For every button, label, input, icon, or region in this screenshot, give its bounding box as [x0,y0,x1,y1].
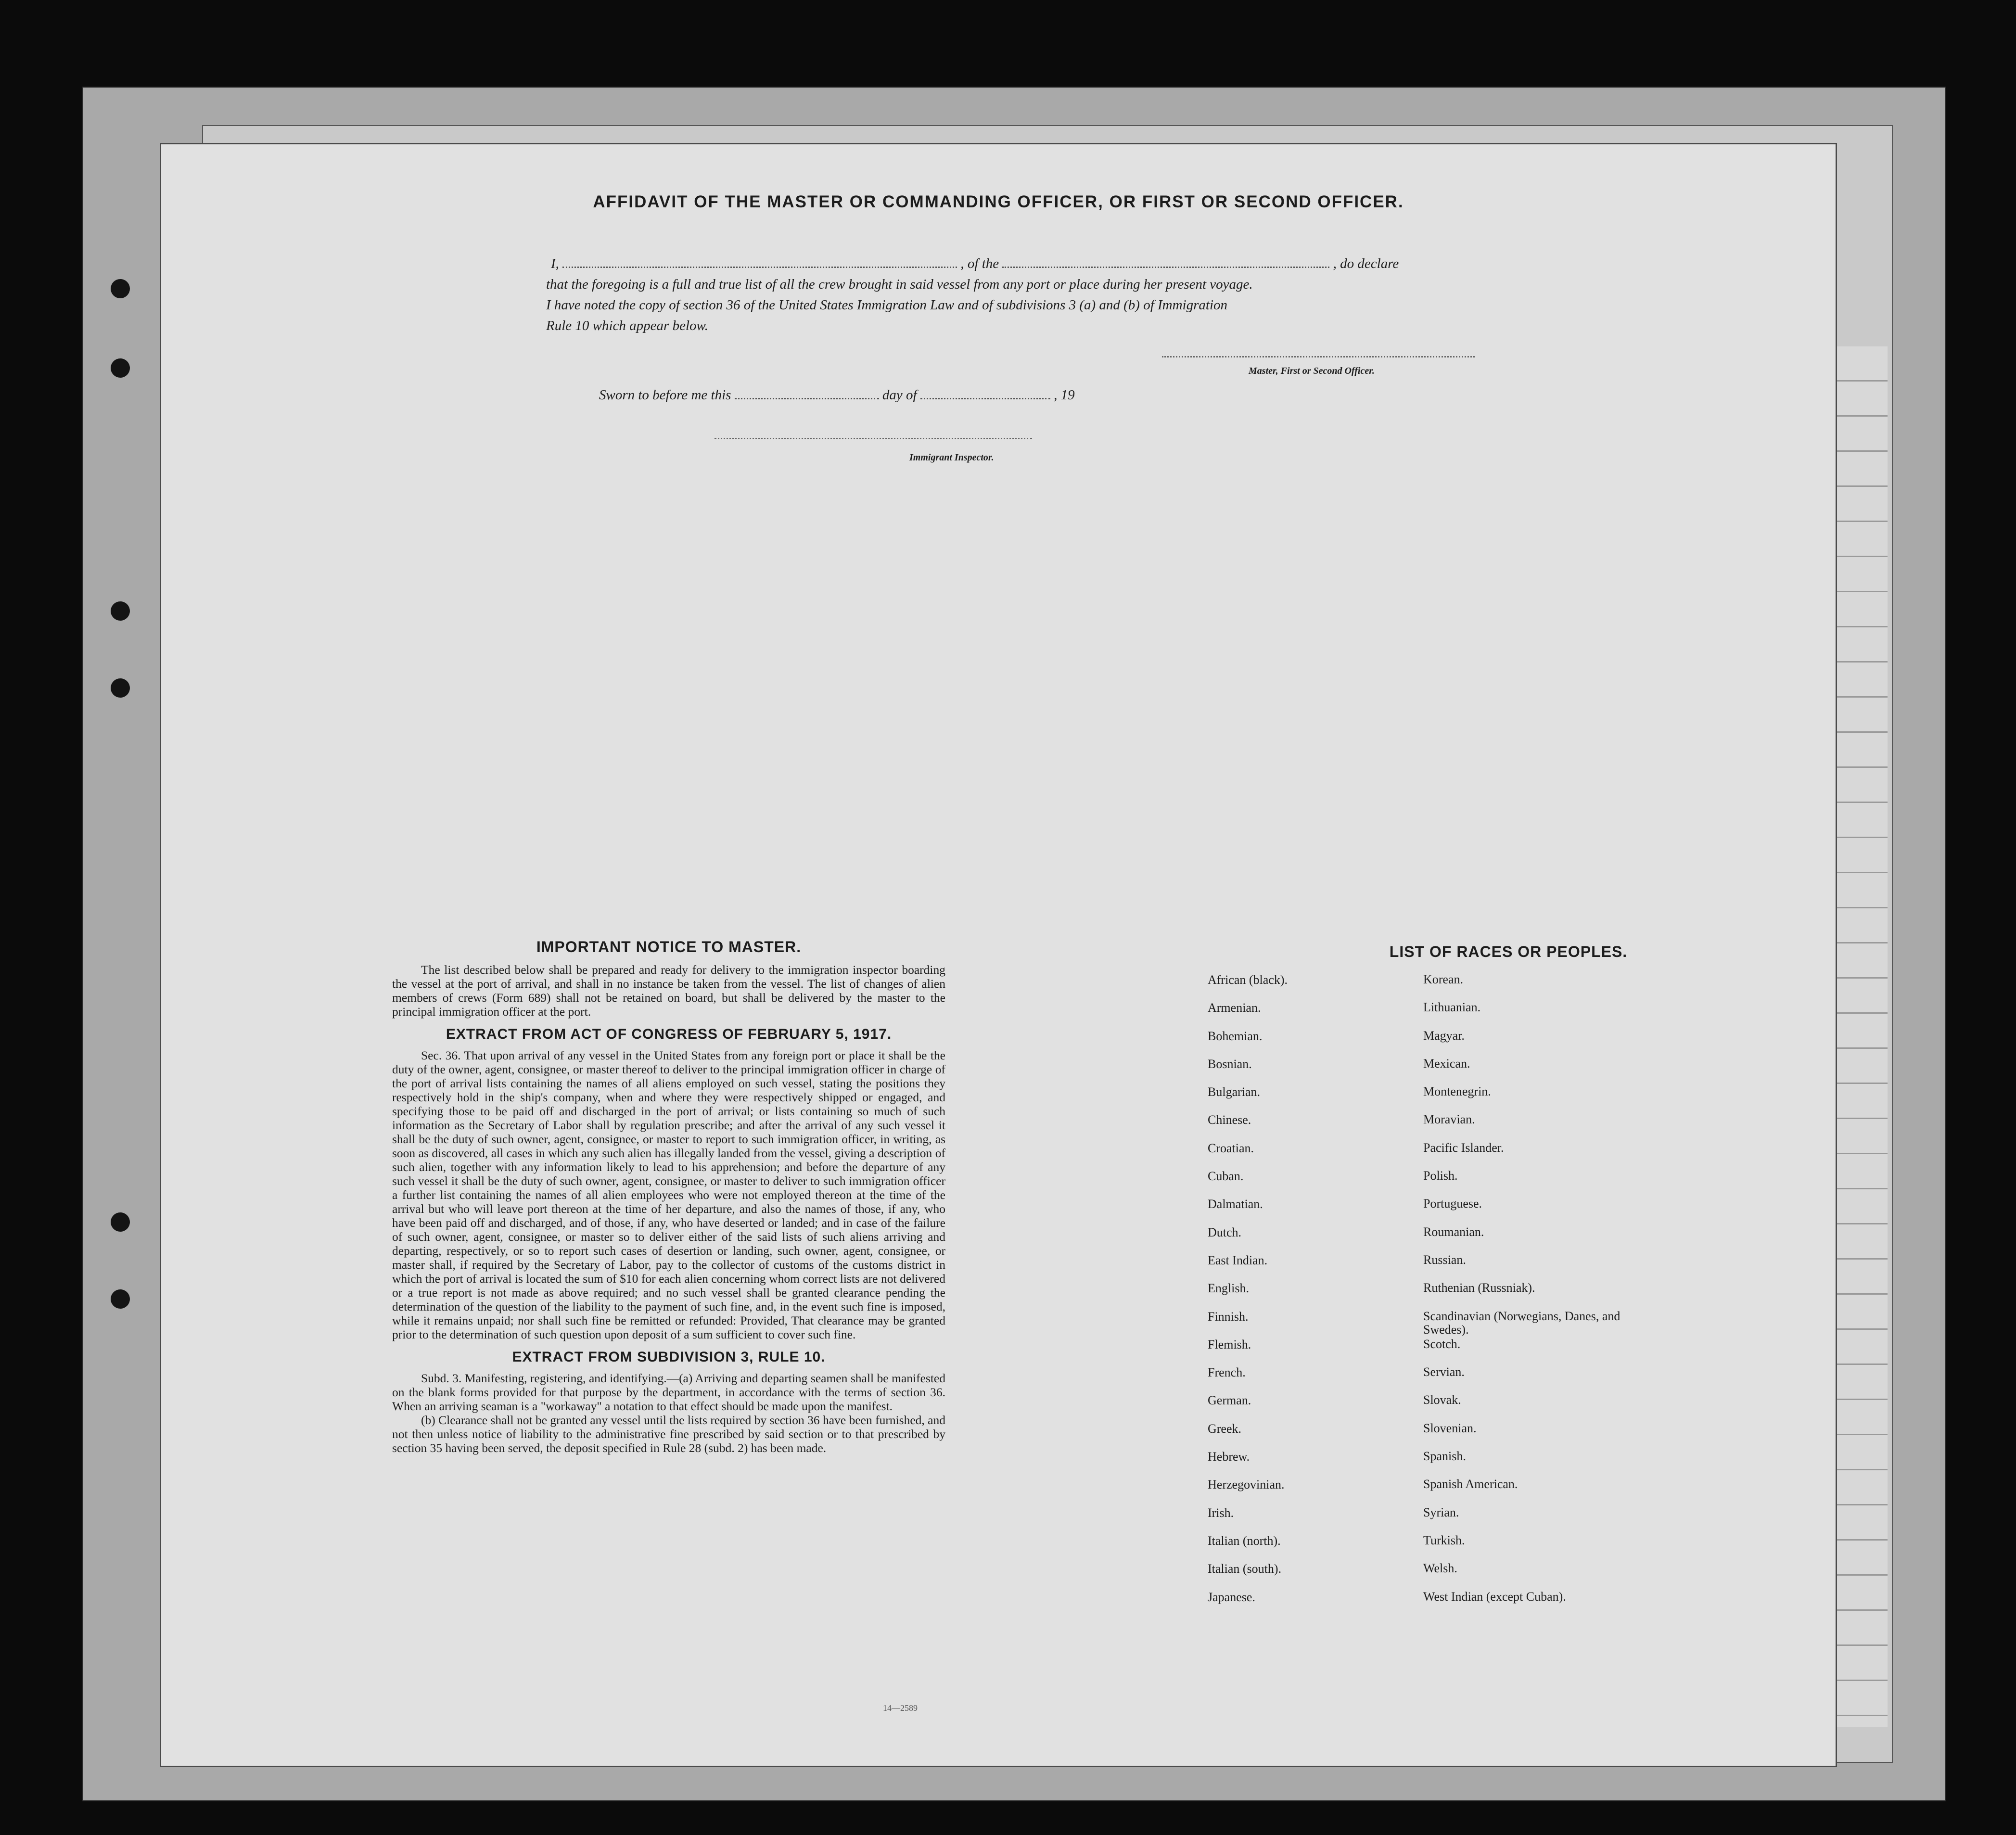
race-item: English. [1208,1281,1249,1296]
race-row [1208,1450,1833,1478]
races-list [1208,973,1833,1618]
race-item: Croatian. [1208,1141,1254,1155]
race-row [1208,1169,1833,1197]
race-row [1208,1141,1833,1169]
form-number: 14—2589 [883,1703,918,1713]
rule-text-a [392,1371,945,1413]
declaration-line-2: that the foregoing is a full and true list of all the crew brought in said vessel from any port or place during her present voyage. [546,277,1253,292]
sworn-line [599,387,1075,403]
race-row [1208,1478,1833,1505]
act-title: EXTRACT FROM ACT OF CONGRESS OF FEBRUARY 5, 1917. [446,1026,892,1042]
race-item: Welsh. [1423,1561,1457,1576]
rule-body-b: (b) Clearance shall not be granted any vessel until the lists required by section 36 have been furnished, and not then unless notice of liability to the administrative fine prescribed by said section or to that prescribed by section 35 having been served, the deposit specified in Rule 28 (subd. 2) has been made. [392,1413,945,1455]
race-row [1208,1506,1833,1534]
race-row [1208,1562,1833,1590]
rule-text-b [392,1413,945,1455]
race-item: Greek. [1208,1421,1242,1436]
notice-section [392,938,945,1455]
race-item: Hebrew. [1208,1450,1250,1464]
binder-hole-icon [111,1289,130,1309]
race-row [1208,1310,1833,1338]
inspector-caption: Immigrant Inspector. [909,452,994,463]
affidavit-title: AFFIDAVIT OF THE MASTER OR COMMANDING OFFICER, OR FIRST OR SECOND OFFICER. [593,192,1404,211]
sworn-text: Sworn to before me this [599,387,731,403]
race-item: German. [1208,1393,1251,1408]
race-row [1208,1422,1833,1450]
race-item: Servian. [1423,1365,1465,1379]
race-item: Roumanian. [1423,1224,1484,1239]
race-item: Finnish. [1208,1309,1249,1324]
race-item: Slovenian. [1423,1421,1477,1435]
race-item: East Indian. [1208,1253,1268,1267]
race-item: Polish. [1423,1169,1458,1183]
binder-hole-icon [111,279,130,298]
sworn-month-blank[interactable] [920,388,1050,399]
race-item: Mexican. [1423,1056,1470,1070]
race-item: Slovak. [1423,1393,1461,1407]
race-item: Spanish American. [1423,1477,1518,1491]
races-title: LIST OF RACES OR PEOPLES. [1389,943,1628,960]
race-item: Bosnian. [1208,1057,1252,1071]
race-item: African (black). [1208,973,1288,987]
race-item: Flemish. [1208,1337,1251,1351]
race-row [1208,1001,1833,1029]
race-item: Italian (north). [1208,1533,1281,1548]
declaration-line-3: I have noted the copy of section 36 of the United States Immigration Law and of subdivisions 3 (a) and (b) of Immigration [546,297,1228,313]
race-item: Italian (south). [1208,1562,1282,1576]
act-body: Sec. 36. That upon arrival of any vessel in the United States from any foreign port or place it shall be the duty of the owner, agent, consignee, or master thereof to deliver to the principal immigration officer in charge of the port of arrival lists containing the names of all aliens employed on such vessel, stating the positions they respectively hold in the ship's company, when and where they were respectively shipped or engaged, and specifying those to be paid off and discharged in the port of arrival; or lists containing so much of such information as the Secretary of Labor shall by regulation prescribe; and after the arrival of any such vessel it shall be the duty of such owner, agent, consignee, or master to report to such immigration officer, in writing, as soon as discovered, all cases in which any such alien has illegally landed from the vessel, giving a description of such alien, together with any information likely to lead to his apprehension; and before the departure of any such vessel it shall be the duty of such owner, agent, consignee, or master to deliver to such immigration officer a further list containing the names of all alien employees who were not employed thereon at the time of the arrival but who will leave port thereon at the time of her departure, and also the names of those, if any, who have been paid off and discharged, and of those, if any, who have deserted or landed; and in case of the failure of such owner, agent, consignee, or master so to deliver either of the said lists of such aliens arriving and departing, respectively, or so to report such cases of desertion or landing, such owner, agent, consignee, or master shall, if required by the Secretary of Labor, pay to the collector of customs of the customs district in which the port of arrival is located the sum of $10 for each alien concerning whom correct lists are not delivered or a true report is not made as above required; and no such vessel shall be granted clearance pending the determination of the question of the liability to the payment of such fine, and, in the event such fine is imposed, while it remains unpaid; nor shall such fine be remitted or refunded: Provided, That clearance may be granted prior to the determination of such question upon deposit of a sum sufficient to cover such fine. [392,1048,945,1341]
race-item: Pacific Islander. [1423,1140,1504,1155]
inspector-signature-line[interactable] [715,438,1032,439]
race-item: West Indian (except Cuban). [1423,1589,1566,1604]
name-blank[interactable] [562,257,957,268]
race-item: Dalmatian. [1208,1197,1263,1211]
act-text [392,1048,945,1341]
race-item: Korean. [1423,972,1464,986]
race-row [1208,1590,1833,1618]
race-row [1208,1534,1833,1562]
vessel-blank[interactable] [1002,257,1329,268]
master-caption: Master, First or Second Officer. [1249,366,1375,376]
notice-text [392,963,945,1019]
declaration-do-declare: , do declare [1333,256,1399,271]
race-row [1208,1225,1833,1253]
race-item: Syrian. [1423,1505,1459,1519]
race-item: Armenian. [1208,1001,1261,1015]
race-item: Montenegrin. [1423,1084,1491,1099]
race-item: Cuban. [1208,1169,1244,1184]
declaration-i: I, [551,256,559,271]
manifest-edge-strip [1828,346,1888,1727]
race-row [1208,1113,1833,1141]
race-row [1208,1029,1833,1057]
race-item: Portuguese. [1423,1197,1482,1211]
binder-hole-icon [111,1212,130,1232]
declaration-line-4: Rule 10 which appear below. [546,318,708,333]
race-row [1208,1057,1833,1085]
affidavit-page [161,144,1836,1766]
race-row [1208,1253,1833,1281]
race-item: Bulgarian. [1208,1085,1261,1099]
sworn-day-blank[interactable] [735,388,879,399]
race-item: Lithuanian. [1423,1000,1481,1015]
race-item: Irish. [1208,1505,1234,1520]
notice-title: IMPORTANT NOTICE TO MASTER. [536,938,802,956]
race-row [1208,973,1833,1001]
binder-hole-icon [111,678,130,698]
race-row [1208,1365,1833,1393]
notice-body: The list described below shall be prepared and ready for delivery to the immigration inspector boarding the vessel at the port of arrival, and shall in no instance be taken from the vessel. The list of changes of alien members of crews (Form 689) shall not be retained on board, but shall be delivered by the master to the principal immigration officer at the port. [392,963,945,1019]
race-item: Scandinavian (Norwegians, Danes, and Swedes). [1423,1309,1620,1337]
race-item: Japanese. [1208,1590,1255,1604]
race-item: French. [1208,1365,1246,1380]
rule-title: EXTRACT FROM SUBDIVISION 3, RULE 10. [512,1349,826,1365]
master-signature-line[interactable] [1162,356,1475,357]
race-item: Chinese. [1208,1113,1251,1127]
declaration-of-the: , of the [960,256,999,271]
race-item: Spanish. [1423,1449,1466,1464]
race-row [1208,1281,1833,1309]
race-item: Scotch. [1423,1337,1461,1351]
binder-hole-icon [111,601,130,621]
race-item: Dutch. [1208,1225,1242,1239]
race-item: Magyar. [1423,1028,1465,1043]
race-row [1208,1085,1833,1113]
race-item: Moravian. [1423,1112,1475,1127]
race-item: Ruthenian (Russniak). [1423,1281,1535,1295]
race-item: Bohemian. [1208,1029,1263,1043]
declaration-line [551,256,1399,272]
race-item: Turkish. [1423,1533,1465,1547]
binder-hole-icon [111,358,130,378]
race-row [1208,1393,1833,1421]
race-item: Russian. [1423,1252,1466,1267]
sworn-day-of: day of [882,387,917,403]
rule-body-a: Subd. 3. Manifesting, registering, and identifying.—(a) Arriving and departing seamen shall be manifested on the blank forms provided for that purpose by the department, in accordance with the terms of section 36. When an arriving seaman is a "workaway" a notation to that effect should be made upon the manifest. [392,1371,945,1413]
sworn-year: , 19 [1054,387,1075,403]
race-row [1208,1338,1833,1365]
race-row [1208,1197,1833,1225]
race-item: Herzegovinian. [1208,1478,1285,1492]
